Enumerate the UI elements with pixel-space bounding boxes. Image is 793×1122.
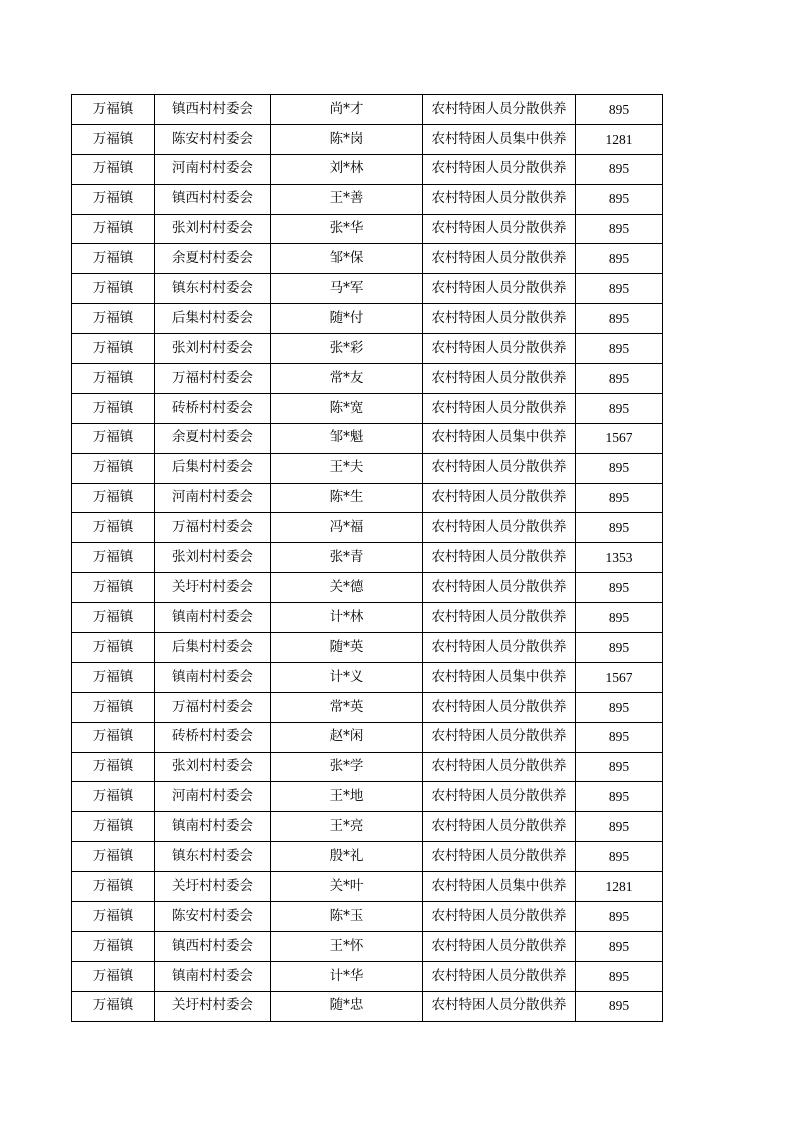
table-row — [72, 812, 663, 842]
table-row — [72, 483, 663, 513]
table-row — [72, 334, 663, 364]
name-cell: 常*英 — [271, 692, 423, 722]
village-cell: 镇西村村委会 — [155, 95, 271, 125]
village-cell: 张刘村村委会 — [155, 214, 271, 244]
amount-cell: 1567 — [576, 423, 663, 453]
assistance-type-cell: 农村特困人员分散供养 — [423, 453, 576, 483]
table-row — [72, 393, 663, 423]
amount-cell: 895 — [576, 961, 663, 991]
name-cell: 冯*福 — [271, 513, 423, 543]
table-row — [72, 453, 663, 483]
table-row — [72, 902, 663, 932]
table-row — [72, 364, 663, 394]
name-cell: 关*叶 — [271, 872, 423, 902]
village-cell: 河南村村委会 — [155, 782, 271, 812]
name-cell: 王*怀 — [271, 931, 423, 961]
amount-cell: 1281 — [576, 124, 663, 154]
village-cell: 陈安村村委会 — [155, 902, 271, 932]
name-cell: 殷*礼 — [271, 842, 423, 872]
village-cell: 万福村村委会 — [155, 692, 271, 722]
assistance-type-cell: 农村特困人员分散供养 — [423, 722, 576, 752]
village-cell: 后集村村委会 — [155, 453, 271, 483]
name-cell: 邹*魁 — [271, 423, 423, 453]
amount-cell: 895 — [576, 782, 663, 812]
table-row — [72, 991, 663, 1021]
village-cell: 张刘村村委会 — [155, 752, 271, 782]
name-cell: 王*亮 — [271, 812, 423, 842]
amount-cell: 895 — [576, 812, 663, 842]
table-row — [72, 752, 663, 782]
name-cell: 马*军 — [271, 274, 423, 304]
assistance-type-cell: 农村特困人员分散供养 — [423, 842, 576, 872]
assistance-type-cell: 农村特困人员分散供养 — [423, 812, 576, 842]
name-cell: 计*华 — [271, 961, 423, 991]
town-cell: 万福镇 — [72, 513, 155, 543]
name-cell: 陈*玉 — [271, 902, 423, 932]
assistance-type-cell: 农村特困人员分散供养 — [423, 902, 576, 932]
amount-cell: 895 — [576, 304, 663, 334]
assistance-type-cell: 农村特困人员分散供养 — [423, 603, 576, 633]
table-row — [72, 304, 663, 334]
name-cell: 张*青 — [271, 543, 423, 573]
town-cell: 万福镇 — [72, 423, 155, 453]
name-cell: 张*学 — [271, 752, 423, 782]
table-row — [72, 214, 663, 244]
town-cell: 万福镇 — [72, 95, 155, 125]
assistance-type-cell: 农村特困人员分散供养 — [423, 573, 576, 603]
amount-cell: 1567 — [576, 662, 663, 692]
amount-cell: 895 — [576, 364, 663, 394]
town-cell: 万福镇 — [72, 662, 155, 692]
beneficiary-table — [71, 94, 663, 1022]
village-cell: 张刘村村委会 — [155, 334, 271, 364]
table-row — [72, 692, 663, 722]
amount-cell: 895 — [576, 184, 663, 214]
assistance-type-cell: 农村特困人员分散供养 — [423, 334, 576, 364]
name-cell: 随*忠 — [271, 991, 423, 1021]
village-cell: 万福村村委会 — [155, 513, 271, 543]
village-cell: 陈安村村委会 — [155, 124, 271, 154]
assistance-type-cell: 农村特困人员分散供养 — [423, 543, 576, 573]
table-row — [72, 274, 663, 304]
table-row — [72, 154, 663, 184]
table-row — [72, 782, 663, 812]
table-row — [72, 244, 663, 274]
amount-cell: 895 — [576, 931, 663, 961]
town-cell: 万福镇 — [72, 961, 155, 991]
assistance-type-cell: 农村特困人员分散供养 — [423, 692, 576, 722]
village-cell: 余夏村村委会 — [155, 244, 271, 274]
name-cell: 计*林 — [271, 603, 423, 633]
name-cell: 陈*宽 — [271, 393, 423, 423]
table-row — [72, 95, 663, 125]
name-cell: 常*友 — [271, 364, 423, 394]
table-row — [72, 633, 663, 663]
amount-cell: 895 — [576, 513, 663, 543]
name-cell: 刘*林 — [271, 154, 423, 184]
village-cell: 镇南村村委会 — [155, 603, 271, 633]
assistance-type-cell: 农村特困人员分散供养 — [423, 393, 576, 423]
assistance-type-cell: 农村特困人员分散供养 — [423, 991, 576, 1021]
amount-cell: 895 — [576, 722, 663, 752]
amount-cell: 895 — [576, 842, 663, 872]
assistance-type-cell: 农村特困人员分散供养 — [423, 184, 576, 214]
name-cell: 王*善 — [271, 184, 423, 214]
town-cell: 万福镇 — [72, 842, 155, 872]
town-cell: 万福镇 — [72, 244, 155, 274]
assistance-type-cell: 农村特困人员分散供养 — [423, 244, 576, 274]
table-row — [72, 961, 663, 991]
table-row — [72, 662, 663, 692]
name-cell: 关*德 — [271, 573, 423, 603]
amount-cell: 895 — [576, 692, 663, 722]
assistance-type-cell: 农村特困人员分散供养 — [423, 633, 576, 663]
village-cell: 余夏村村委会 — [155, 423, 271, 453]
amount-cell: 895 — [576, 393, 663, 423]
assistance-type-cell: 农村特困人员分散供养 — [423, 274, 576, 304]
town-cell: 万福镇 — [72, 573, 155, 603]
assistance-type-cell: 农村特困人员分散供养 — [423, 483, 576, 513]
village-cell: 镇南村村委会 — [155, 961, 271, 991]
village-cell: 张刘村村委会 — [155, 543, 271, 573]
village-cell: 关圩村村委会 — [155, 872, 271, 902]
amount-cell: 895 — [576, 483, 663, 513]
amount-cell: 895 — [576, 603, 663, 633]
name-cell: 尚*才 — [271, 95, 423, 125]
name-cell: 赵*闲 — [271, 722, 423, 752]
assistance-type-cell: 农村特困人员分散供养 — [423, 513, 576, 543]
town-cell: 万福镇 — [72, 633, 155, 663]
village-cell: 砖桥村村委会 — [155, 722, 271, 752]
amount-cell: 895 — [576, 902, 663, 932]
village-cell: 砖桥村村委会 — [155, 393, 271, 423]
town-cell: 万福镇 — [72, 304, 155, 334]
amount-cell: 1281 — [576, 872, 663, 902]
town-cell: 万福镇 — [72, 483, 155, 513]
town-cell: 万福镇 — [72, 124, 155, 154]
table-row — [72, 543, 663, 573]
name-cell: 陈*岗 — [271, 124, 423, 154]
name-cell: 王*地 — [271, 782, 423, 812]
amount-cell: 895 — [576, 244, 663, 274]
assistance-type-cell: 农村特困人员分散供养 — [423, 364, 576, 394]
table-row — [72, 842, 663, 872]
table-row — [72, 513, 663, 543]
town-cell: 万福镇 — [72, 334, 155, 364]
town-cell: 万福镇 — [72, 722, 155, 752]
amount-cell: 1353 — [576, 543, 663, 573]
assistance-type-cell: 农村特困人员分散供养 — [423, 304, 576, 334]
name-cell: 计*义 — [271, 662, 423, 692]
town-cell: 万福镇 — [72, 453, 155, 483]
town-cell: 万福镇 — [72, 393, 155, 423]
village-cell: 后集村村委会 — [155, 304, 271, 334]
assistance-type-cell: 农村特困人员分散供养 — [423, 752, 576, 782]
assistance-type-cell: 农村特困人员分散供养 — [423, 154, 576, 184]
beneficiary-table-body — [72, 95, 663, 1022]
town-cell: 万福镇 — [72, 782, 155, 812]
amount-cell: 895 — [576, 991, 663, 1021]
town-cell: 万福镇 — [72, 603, 155, 633]
village-cell: 后集村村委会 — [155, 633, 271, 663]
table-row — [72, 573, 663, 603]
town-cell: 万福镇 — [72, 872, 155, 902]
village-cell: 镇东村村委会 — [155, 842, 271, 872]
town-cell: 万福镇 — [72, 931, 155, 961]
amount-cell: 895 — [576, 453, 663, 483]
name-cell: 张*华 — [271, 214, 423, 244]
table-row — [72, 603, 663, 633]
name-cell: 随*英 — [271, 633, 423, 663]
village-cell: 关圩村村委会 — [155, 991, 271, 1021]
village-cell: 镇西村村委会 — [155, 931, 271, 961]
assistance-type-cell: 农村特困人员分散供养 — [423, 214, 576, 244]
town-cell: 万福镇 — [72, 692, 155, 722]
name-cell: 邹*保 — [271, 244, 423, 274]
town-cell: 万福镇 — [72, 154, 155, 184]
table-row — [72, 722, 663, 752]
town-cell: 万福镇 — [72, 214, 155, 244]
amount-cell: 895 — [576, 274, 663, 304]
assistance-type-cell: 农村特困人员集中供养 — [423, 662, 576, 692]
town-cell: 万福镇 — [72, 184, 155, 214]
name-cell: 张*彩 — [271, 334, 423, 364]
table-row — [72, 931, 663, 961]
village-cell: 关圩村村委会 — [155, 573, 271, 603]
assistance-type-cell: 农村特困人员分散供养 — [423, 931, 576, 961]
amount-cell: 895 — [576, 214, 663, 244]
town-cell: 万福镇 — [72, 543, 155, 573]
table-row — [72, 423, 663, 453]
amount-cell: 895 — [576, 752, 663, 782]
village-cell: 镇南村村委会 — [155, 812, 271, 842]
village-cell: 河南村村委会 — [155, 483, 271, 513]
town-cell: 万福镇 — [72, 752, 155, 782]
assistance-type-cell: 农村特困人员集中供养 — [423, 423, 576, 453]
table-row — [72, 872, 663, 902]
name-cell: 王*夫 — [271, 453, 423, 483]
town-cell: 万福镇 — [72, 364, 155, 394]
amount-cell: 895 — [576, 154, 663, 184]
amount-cell: 895 — [576, 95, 663, 125]
town-cell: 万福镇 — [72, 991, 155, 1021]
amount-cell: 895 — [576, 334, 663, 364]
village-cell: 万福村村委会 — [155, 364, 271, 394]
table-row — [72, 184, 663, 214]
amount-cell: 895 — [576, 573, 663, 603]
name-cell: 随*付 — [271, 304, 423, 334]
village-cell: 镇西村村委会 — [155, 184, 271, 214]
town-cell: 万福镇 — [72, 274, 155, 304]
assistance-type-cell: 农村特困人员分散供养 — [423, 782, 576, 812]
assistance-type-cell: 农村特困人员分散供养 — [423, 95, 576, 125]
assistance-type-cell: 农村特困人员分散供养 — [423, 961, 576, 991]
town-cell: 万福镇 — [72, 812, 155, 842]
table-row — [72, 124, 663, 154]
amount-cell: 895 — [576, 633, 663, 663]
village-cell: 镇东村村委会 — [155, 274, 271, 304]
name-cell: 陈*生 — [271, 483, 423, 513]
village-cell: 河南村村委会 — [155, 154, 271, 184]
assistance-type-cell: 农村特困人员集中供养 — [423, 872, 576, 902]
assistance-type-cell: 农村特困人员集中供养 — [423, 124, 576, 154]
town-cell: 万福镇 — [72, 902, 155, 932]
village-cell: 镇南村村委会 — [155, 662, 271, 692]
